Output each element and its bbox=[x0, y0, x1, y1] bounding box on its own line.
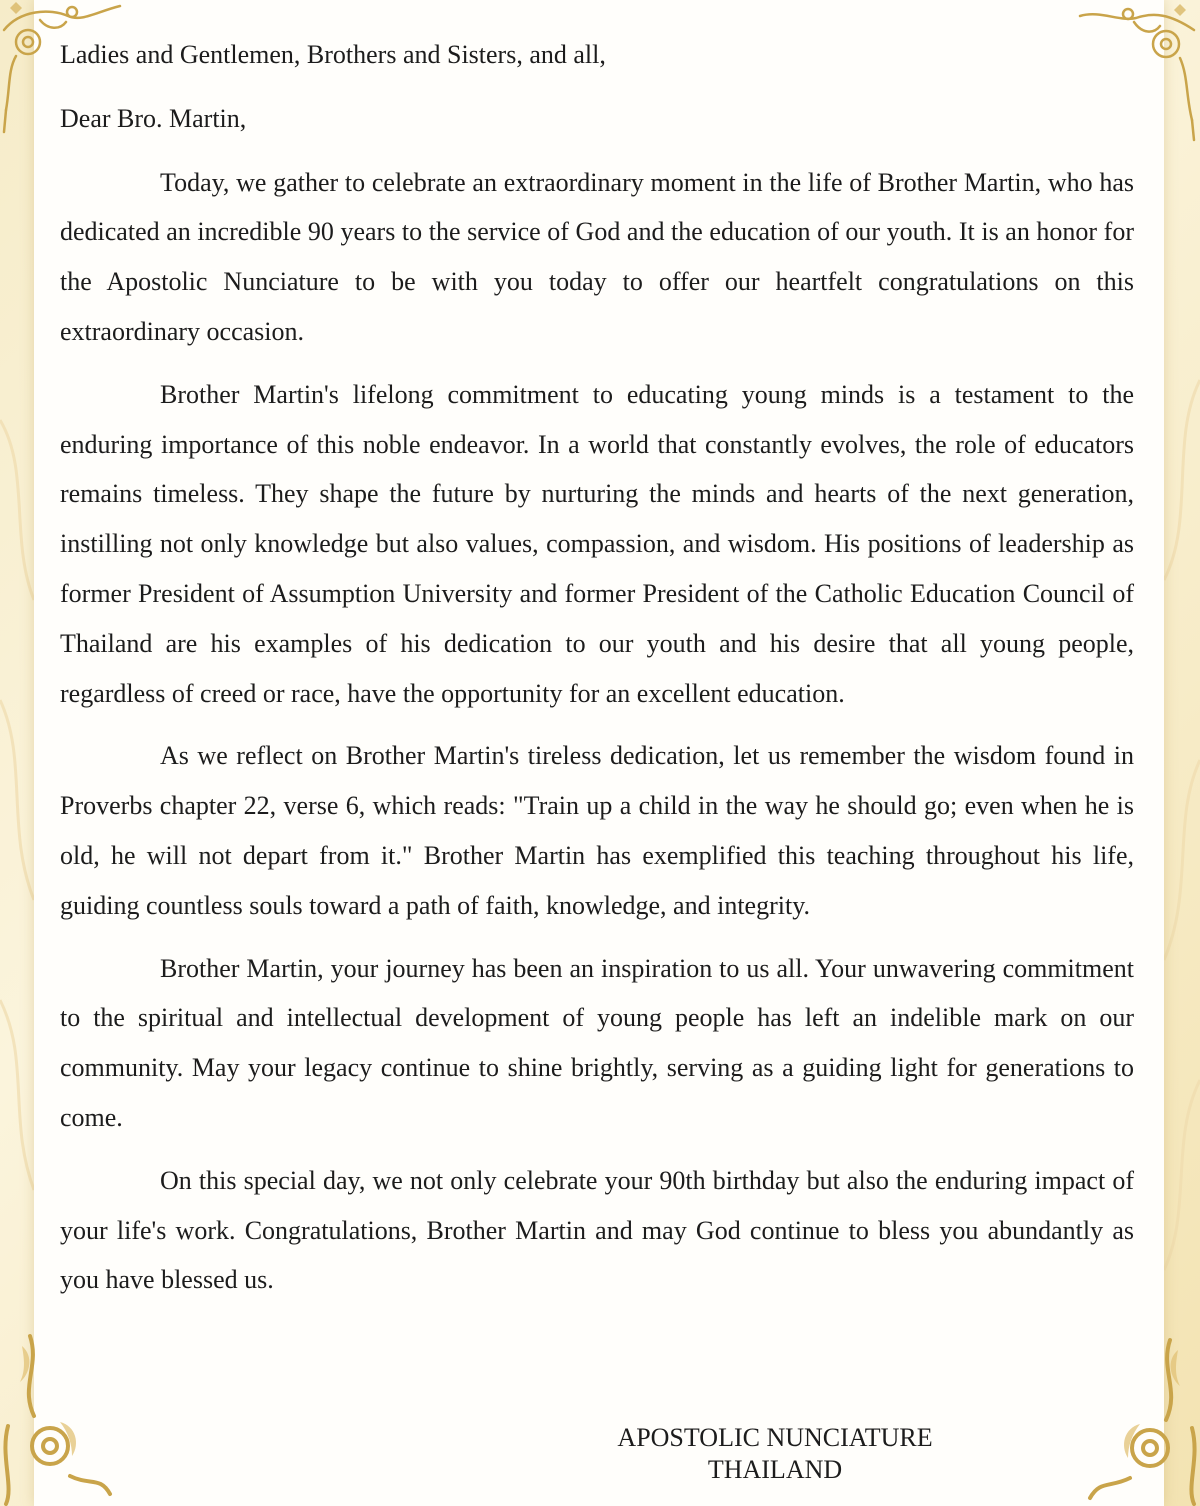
bottom-left-ornament-icon bbox=[0, 1326, 120, 1506]
signature-block bbox=[560, 1422, 990, 1486]
paragraph-proverbs: As we reflect on Brother Martin's tireless dedication, let us remember the wisdom found in Proverbs chapter 22, verse 6, which reads: "Train up a child in the way he should go; even when he is old, he will not depart from it." Brother Martin has exemplified this teaching throughout his life, guiding countless souls toward a path of faith, knowledge, and integrity. bbox=[60, 741, 1134, 920]
signature-country: THAILAND bbox=[707, 1455, 843, 1484]
paragraph-inspiration: Brother Martin, your journey has been an inspiration to us all. Your unwavering commitment to the spiritual and intellectual development of young people has left an indelible mark on our community. May your legacy continue to shine brightly, serving as a guiding light for generations to come. bbox=[60, 953, 1134, 1132]
salutation-general: Ladies and Gentlemen, Brothers and Sisters, and all, bbox=[60, 40, 606, 69]
paragraph-commitment: Brother Martin's lifelong commitment to educating young minds is a testament to the enduring importance of this noble endeavor. In a world that constantly evolves, the role of educators remains timeless. They shape the future by nurturing the minds and hearts of the next generation, instilling not only knowledge but also values, compassion, and wisdom. His positions of leadership as former President of Assumption University and former President of the Catholic Education Council of Thailand are his examples of his dedication to our youth and his desire that all young people, regardless of creed or race, have the opportunity for an excellent education. bbox=[60, 379, 1134, 708]
paragraph-birthday: On this special day, we not only celebrate your 90th birthday but also the enduring impact of your life's work. Congratulations, Brother Martin and may God continue to bless you abundantly as you have blessed us. bbox=[60, 1165, 1134, 1295]
letter-body bbox=[60, 30, 1134, 1318]
paragraph-celebration: Today, we gather to celebrate an extraordinary moment in the life of Brother Martin, who has dedicated an incredible 90 years to the service of God and the education of our youth. It is an honor for the Apostolic Nunciature to be with you today to offer our heartfelt congratulations on this extraordinary occasion. bbox=[60, 167, 1134, 346]
bottom-right-ornament-icon bbox=[1080, 1330, 1200, 1506]
signature-organization: APOSTOLIC NUNCIATURE bbox=[617, 1423, 933, 1452]
salutation-personal: Dear Bro. Martin, bbox=[60, 103, 247, 133]
